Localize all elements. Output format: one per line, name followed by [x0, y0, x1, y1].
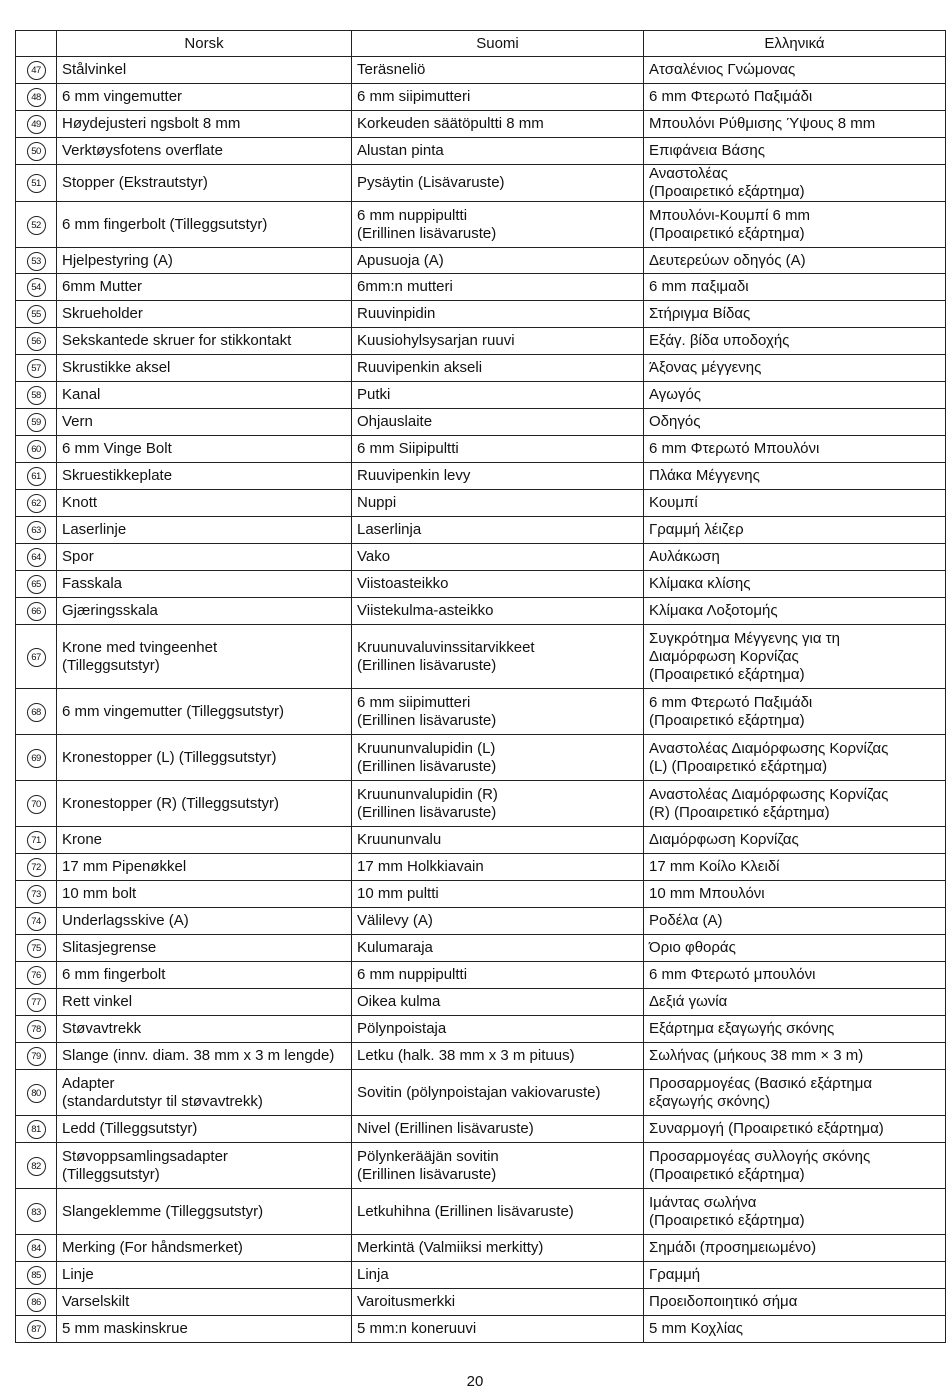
- cell-suomi: 17 mm Holkkiavain: [352, 854, 644, 881]
- cell-suomi: Viistoasteikko: [352, 571, 644, 598]
- cell-suomi: Kulumaraja: [352, 935, 644, 962]
- item-number: 65: [27, 575, 46, 594]
- cell-greek: Στήριγμα Βίδας: [644, 301, 946, 328]
- cell-norsk: Kronestopper (L) (Tilleggsutstyr): [57, 735, 352, 781]
- item-number-cell: [16, 1116, 57, 1143]
- item-number-cell: [16, 382, 57, 409]
- cell-greek: Κουμπί: [644, 490, 946, 517]
- item-number: 87: [27, 1320, 46, 1339]
- item-number: 70: [27, 795, 46, 814]
- cell-greek: Διαμόρφωση Κορνίζας: [644, 827, 946, 854]
- table-row: [16, 1289, 946, 1316]
- cell-greek: 6 mm παξιμαδι: [644, 274, 946, 301]
- table-row: [16, 111, 946, 138]
- item-number: 76: [27, 966, 46, 985]
- cell-greek: Εξάγ. βίδα υποδοχής: [644, 328, 946, 355]
- cell-greek: Προειδοποιητικό σήμα: [644, 1289, 946, 1316]
- item-number: 61: [27, 467, 46, 486]
- table-row: [16, 1262, 946, 1289]
- cell-greek: Συναρμογή (Προαιρετικό εξάρτημα): [644, 1116, 946, 1143]
- item-number: 49: [27, 115, 46, 134]
- cell-norsk: Slange (innv. diam. 38 mm x 3 m lengde): [57, 1043, 352, 1070]
- table-row: [16, 1143, 946, 1189]
- table-row: [16, 1235, 946, 1262]
- item-number-cell: [16, 735, 57, 781]
- cell-norsk: Skrueholder: [57, 301, 352, 328]
- item-number: 57: [27, 359, 46, 378]
- table-row: [16, 881, 946, 908]
- table-row: [16, 908, 946, 935]
- cell-suomi: Apusuoja (A): [352, 248, 644, 274]
- cell-norsk: Underlagsskive (A): [57, 908, 352, 935]
- table-row: [16, 274, 946, 301]
- cell-suomi: Merkintä (Valmiiksi merkitty): [352, 1235, 644, 1262]
- table-row: [16, 355, 946, 382]
- cell-greek: Εξάρτημα εξαγωγής σκόνης: [644, 1016, 946, 1043]
- cell-norsk: 17 mm Pipenøkkel: [57, 854, 352, 881]
- item-number-cell: [16, 248, 57, 274]
- item-number-cell: [16, 1189, 57, 1235]
- cell-suomi: 6 mm siipimutteri: [352, 84, 644, 111]
- item-number: 52: [27, 216, 46, 235]
- table-row: [16, 409, 946, 436]
- item-number: 67: [27, 648, 46, 667]
- table-row: [16, 1043, 946, 1070]
- item-number-cell: [16, 301, 57, 328]
- cell-norsk: Skruestikkeplate: [57, 463, 352, 490]
- cell-norsk: Spor: [57, 544, 352, 571]
- table-row: [16, 854, 946, 881]
- cell-greek: Αγωγός: [644, 382, 946, 409]
- item-number: 74: [27, 912, 46, 931]
- table-row: [16, 962, 946, 989]
- item-number: 85: [27, 1266, 46, 1285]
- page-number: 20: [466, 1373, 484, 1390]
- cell-greek: Κλίμακα κλίσης: [644, 571, 946, 598]
- table-row: [16, 138, 946, 165]
- item-number-cell: [16, 962, 57, 989]
- cell-suomi: 6mm:n mutteri: [352, 274, 644, 301]
- table-row: [16, 781, 946, 827]
- item-number: 66: [27, 602, 46, 621]
- item-number-cell: [16, 935, 57, 962]
- cell-greek: Κλίμακα Λοξοτομής: [644, 598, 946, 625]
- cell-suomi: Teräsneliö: [352, 57, 644, 84]
- cell-suomi: Oikea kulma: [352, 989, 644, 1016]
- table-row: [16, 382, 946, 409]
- item-number: 86: [27, 1293, 46, 1312]
- cell-suomi: Nuppi: [352, 490, 644, 517]
- table-row: [16, 827, 946, 854]
- item-number-cell: [16, 544, 57, 571]
- table-row: [16, 248, 946, 274]
- cell-suomi: Korkeuden säätöpultti 8 mm: [352, 111, 644, 138]
- cell-norsk: Laserlinje: [57, 517, 352, 544]
- item-number: 75: [27, 939, 46, 958]
- table-row: [16, 490, 946, 517]
- cell-suomi: 6 mm nuppipultti (Erillinen lisävaruste): [352, 202, 644, 248]
- item-number-cell: [16, 989, 57, 1016]
- cell-greek: 17 mm Κοίλο Κλειδί: [644, 854, 946, 881]
- cell-norsk: Kronestopper (R) (Tilleggsutstyr): [57, 781, 352, 827]
- cell-suomi: Kruununvalu: [352, 827, 644, 854]
- item-number-cell: [16, 854, 57, 881]
- cell-suomi: Linja: [352, 1262, 644, 1289]
- table-row: [16, 598, 946, 625]
- cell-norsk: Linje: [57, 1262, 352, 1289]
- item-number-cell: [16, 1016, 57, 1043]
- cell-norsk: Krone: [57, 827, 352, 854]
- header-suomi: Suomi: [352, 31, 644, 57]
- table-row: [16, 463, 946, 490]
- cell-norsk: Fasskala: [57, 571, 352, 598]
- item-number: 56: [27, 332, 46, 351]
- item-number-cell: [16, 781, 57, 827]
- cell-suomi: Kuusiohylsysarjan ruuvi: [352, 328, 644, 355]
- item-number: 71: [27, 831, 46, 850]
- cell-norsk: 6 mm fingerbolt: [57, 962, 352, 989]
- cell-greek: Δεξιά γωνία: [644, 989, 946, 1016]
- item-number: 84: [27, 1239, 46, 1258]
- item-number-cell: [16, 111, 57, 138]
- cell-suomi: 6 mm Siipipultti: [352, 436, 644, 463]
- parts-table: [15, 30, 946, 1343]
- cell-suomi: Letku (halk. 38 mm x 3 m pituus): [352, 1043, 644, 1070]
- cell-greek: Αυλάκωση: [644, 544, 946, 571]
- item-number-cell: [16, 598, 57, 625]
- item-number-cell: [16, 1316, 57, 1343]
- table-row: [16, 1016, 946, 1043]
- item-number: 50: [27, 142, 46, 161]
- cell-norsk: 6 mm vingemutter: [57, 84, 352, 111]
- table-row: [16, 571, 946, 598]
- item-number-cell: [16, 328, 57, 355]
- header-number: [16, 31, 57, 57]
- cell-greek: Σωλήνας (μήκους 38 mm × 3 m): [644, 1043, 946, 1070]
- cell-norsk: Støvavtrekk: [57, 1016, 352, 1043]
- cell-greek: 5 mm Κοχλίας: [644, 1316, 946, 1343]
- cell-norsk: 6 mm vingemutter (Tilleggsutstyr): [57, 689, 352, 735]
- item-number: 64: [27, 548, 46, 567]
- cell-norsk: Høydejusteri ngsbolt 8 mm: [57, 111, 352, 138]
- item-number-cell: [16, 202, 57, 248]
- table-row: [16, 84, 946, 111]
- cell-greek: Γραμμή λέιζερ: [644, 517, 946, 544]
- cell-norsk: Skrustikke aksel: [57, 355, 352, 382]
- item-number: 72: [27, 858, 46, 877]
- cell-norsk: Stålvinkel: [57, 57, 352, 84]
- cell-norsk: Slangeklemme (Tilleggsutstyr): [57, 1189, 352, 1235]
- cell-suomi: Pölynkerääjän sovitin (Erillinen lisävaruste): [352, 1143, 644, 1189]
- cell-greek: Συγκρότημα Μέγγενης για τη Διαμόρφωση Κορνίζας (Προαιρετικό εξάρτημα): [644, 625, 946, 689]
- item-number-cell: [16, 165, 57, 202]
- table-row: [16, 436, 946, 463]
- item-number-cell: [16, 409, 57, 436]
- cell-greek: 6 mm Φτερωτό μπουλόνι: [644, 962, 946, 989]
- cell-greek: Δευτερεύων οδηγός (A): [644, 248, 946, 274]
- item-number: 54: [27, 278, 46, 297]
- item-number: 80: [27, 1084, 46, 1103]
- cell-norsk: 6mm Mutter: [57, 274, 352, 301]
- item-number-cell: [16, 274, 57, 301]
- cell-suomi: Ohjauslaite: [352, 409, 644, 436]
- item-number-cell: [16, 571, 57, 598]
- cell-suomi: 10 mm pultti: [352, 881, 644, 908]
- item-number: 77: [27, 993, 46, 1012]
- table-row: [16, 735, 946, 781]
- item-number: 47: [27, 61, 46, 80]
- cell-greek: Ροδέλα (A): [644, 908, 946, 935]
- header-greek: Ελληνικά: [644, 31, 946, 57]
- item-number-cell: [16, 689, 57, 735]
- item-number: 48: [27, 88, 46, 107]
- cell-suomi: Ruuvipenkin akseli: [352, 355, 644, 382]
- cell-greek: Άξονας μέγγενης: [644, 355, 946, 382]
- cell-suomi: Letkuhihna (Erillinen lisävaruste): [352, 1189, 644, 1235]
- item-number: 55: [27, 305, 46, 324]
- cell-suomi: 5 mm:n koneruuvi: [352, 1316, 644, 1343]
- item-number: 81: [27, 1120, 46, 1139]
- table-row: [16, 517, 946, 544]
- table-row: [16, 1070, 946, 1116]
- item-number: 68: [27, 703, 46, 722]
- cell-greek: 10 mm Μπουλόνι: [644, 881, 946, 908]
- cell-greek: Αναστολέας (Προαιρετικό εξάρτημα): [644, 165, 946, 202]
- cell-greek: Γραμμή: [644, 1262, 946, 1289]
- cell-norsk: Rett vinkel: [57, 989, 352, 1016]
- item-number: 60: [27, 440, 46, 459]
- item-number-cell: [16, 1070, 57, 1116]
- cell-greek: Σημάδι (προσημειωμένο): [644, 1235, 946, 1262]
- table-row: [16, 165, 946, 202]
- cell-norsk: Gjæringsskala: [57, 598, 352, 625]
- item-number: 51: [27, 174, 46, 193]
- cell-greek: Αναστολέας Διαμόρφωσης Κορνίζας (L) (Προαιρετικό εξάρτημα): [644, 735, 946, 781]
- cell-greek: Μπουλόνι Ρύθμισης Ύψους 8 mm: [644, 111, 946, 138]
- cell-suomi: Kruunuvaluvinssitarvikkeet (Erillinen lisävaruste): [352, 625, 644, 689]
- cell-norsk: Varselskilt: [57, 1289, 352, 1316]
- item-number-cell: [16, 517, 57, 544]
- table-row: [16, 689, 946, 735]
- item-number-cell: [16, 1235, 57, 1262]
- header-norsk: Norsk: [57, 31, 352, 57]
- table-row: [16, 57, 946, 84]
- item-number: 83: [27, 1203, 46, 1222]
- cell-suomi: Pysäytin (Lisävaruste): [352, 165, 644, 202]
- cell-norsk: 10 mm bolt: [57, 881, 352, 908]
- cell-suomi: 6 mm nuppipultti: [352, 962, 644, 989]
- cell-suomi: Ruuvipenkin levy: [352, 463, 644, 490]
- item-number-cell: [16, 1043, 57, 1070]
- item-number: 69: [27, 749, 46, 768]
- cell-greek: Οδηγός: [644, 409, 946, 436]
- cell-norsk: Ledd (Tilleggsutstyr): [57, 1116, 352, 1143]
- cell-greek: 6 mm Φτερωτό Παξιμάδι: [644, 84, 946, 111]
- item-number-cell: [16, 490, 57, 517]
- item-number-cell: [16, 881, 57, 908]
- table-row: [16, 935, 946, 962]
- cell-greek: Προσαρμογέας συλλογής σκόνης (Προαιρετικό εξάρτημα): [644, 1143, 946, 1189]
- item-number-cell: [16, 138, 57, 165]
- item-number: 59: [27, 413, 46, 432]
- cell-norsk: 6 mm Vinge Bolt: [57, 436, 352, 463]
- cell-norsk: Knott: [57, 490, 352, 517]
- cell-suomi: Vako: [352, 544, 644, 571]
- item-number: 73: [27, 885, 46, 904]
- cell-norsk: Merking (For håndsmerket): [57, 1235, 352, 1262]
- cell-norsk: Kanal: [57, 382, 352, 409]
- cell-norsk: Verktøysfotens overflate: [57, 138, 352, 165]
- header-row: [16, 31, 946, 57]
- cell-suomi: Laserlinja: [352, 517, 644, 544]
- item-number-cell: [16, 355, 57, 382]
- item-number: 79: [27, 1047, 46, 1066]
- cell-norsk: Stopper (Ekstrautstyr): [57, 165, 352, 202]
- cell-greek: Όριο φθοράς: [644, 935, 946, 962]
- cell-norsk: Sekskantede skruer for stikkontakt: [57, 328, 352, 355]
- cell-norsk: Adapter (standardutstyr til støvavtrekk): [57, 1070, 352, 1116]
- table-row: [16, 328, 946, 355]
- cell-suomi: Nivel (Erillinen lisävaruste): [352, 1116, 644, 1143]
- cell-greek: Πλάκα Μέγγενης: [644, 463, 946, 490]
- cell-suomi: Ruuvinpidin: [352, 301, 644, 328]
- item-number-cell: [16, 1289, 57, 1316]
- cell-greek: 6 mm Φτερωτό Μπουλόνι: [644, 436, 946, 463]
- item-number-cell: [16, 827, 57, 854]
- cell-suomi: Kruununvalupidin (L) (Erillinen lisävaruste): [352, 735, 644, 781]
- cell-greek: Ατσαλένιος Γνώμονας: [644, 57, 946, 84]
- cell-suomi: Kruununvalupidin (R) (Erillinen lisävaruste): [352, 781, 644, 827]
- cell-suomi: Putki: [352, 382, 644, 409]
- table-row: [16, 301, 946, 328]
- cell-norsk: Krone med tvingeenhet (Tilleggsutstyr): [57, 625, 352, 689]
- cell-suomi: Alustan pinta: [352, 138, 644, 165]
- table-row: [16, 989, 946, 1016]
- item-number: 78: [27, 1020, 46, 1039]
- table-row: [16, 202, 946, 248]
- item-number: 82: [27, 1157, 46, 1176]
- cell-suomi: Pölynpoistaja: [352, 1016, 644, 1043]
- cell-suomi: 6 mm siipimutteri (Erillinen lisävaruste): [352, 689, 644, 735]
- item-number-cell: [16, 1143, 57, 1189]
- cell-suomi: Varoitusmerkki: [352, 1289, 644, 1316]
- cell-norsk: 5 mm maskinskrue: [57, 1316, 352, 1343]
- cell-norsk: Slitasjegrense: [57, 935, 352, 962]
- cell-suomi: Viistekulma-asteikko: [352, 598, 644, 625]
- item-number-cell: [16, 1262, 57, 1289]
- cell-greek: Μπουλόνι-Κουμπί 6 mm (Προαιρετικό εξάρτημα): [644, 202, 946, 248]
- table-row: [16, 1116, 946, 1143]
- cell-norsk: Støvoppsamlingsadapter (Tilleggsutstyr): [57, 1143, 352, 1189]
- cell-greek: Επιφάνεια Βάσης: [644, 138, 946, 165]
- cell-greek: Ιμάντας σωλήνα (Προαιρετικό εξάρτημα): [644, 1189, 946, 1235]
- item-number-cell: [16, 84, 57, 111]
- cell-norsk: Hjelpestyring (A): [57, 248, 352, 274]
- cell-suomi: Välilevy (A): [352, 908, 644, 935]
- item-number: 62: [27, 494, 46, 513]
- item-number-cell: [16, 625, 57, 689]
- item-number: 53: [27, 252, 46, 271]
- table-row: [16, 1316, 946, 1343]
- item-number: 63: [27, 521, 46, 540]
- table-row: [16, 625, 946, 689]
- item-number-cell: [16, 908, 57, 935]
- table-row: [16, 1189, 946, 1235]
- cell-norsk: 6 mm fingerbolt (Tilleggsutstyr): [57, 202, 352, 248]
- cell-greek: 6 mm Φτερωτό Παξιμάδι (Προαιρετικό εξάρτημα): [644, 689, 946, 735]
- item-number-cell: [16, 57, 57, 84]
- table-row: [16, 544, 946, 571]
- cell-greek: Αναστολέας Διαμόρφωσης Κορνίζας (R) (Προαιρετικό εξάρτημα): [644, 781, 946, 827]
- item-number: 58: [27, 386, 46, 405]
- item-number-cell: [16, 436, 57, 463]
- cell-greek: Προσαρμογέας (Βασικό εξάρτημα εξαγωγής σκόνης): [644, 1070, 946, 1116]
- item-number-cell: [16, 463, 57, 490]
- cell-norsk: Vern: [57, 409, 352, 436]
- cell-suomi: Sovitin (pölynpoistajan vakiovaruste): [352, 1070, 644, 1116]
